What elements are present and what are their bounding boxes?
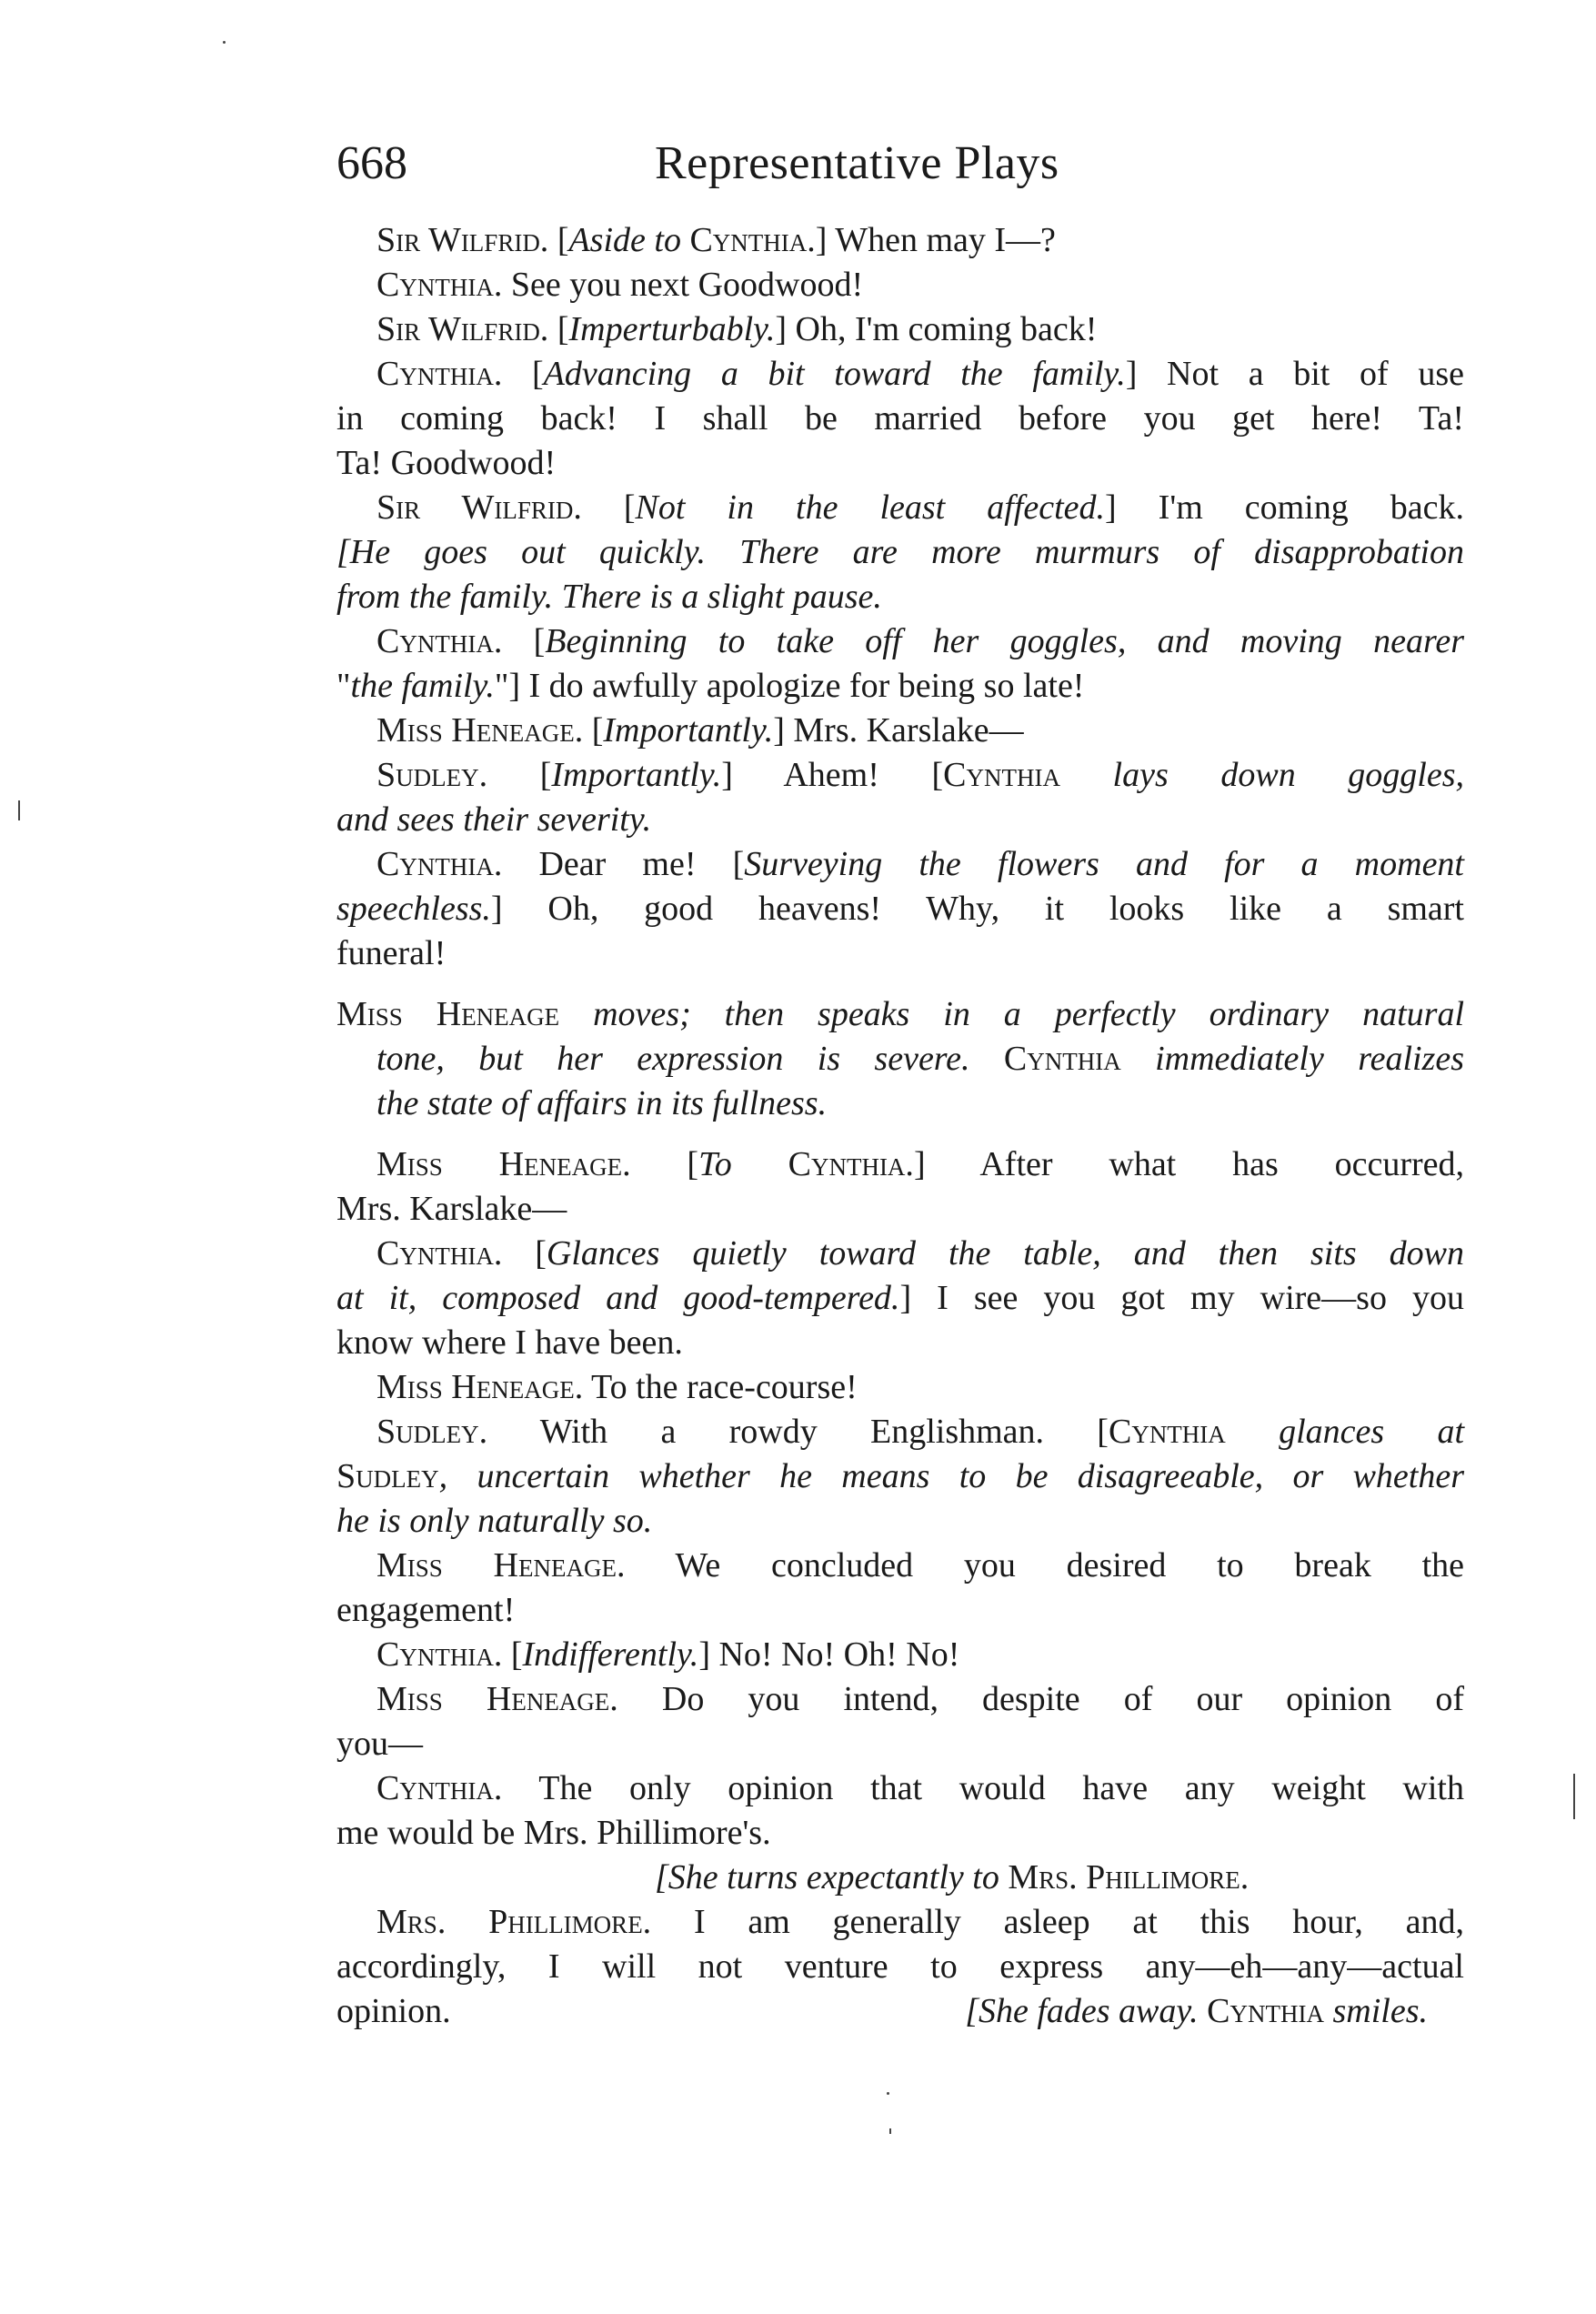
speaker-name: Sir Wilfrid.: [376, 310, 549, 348]
paragraph-gap: [336, 1126, 1464, 1142]
stage-direction: immediately realizes: [1120, 1040, 1464, 1078]
text-line: [336, 1454, 1464, 1499]
text-line: [336, 1321, 1464, 1365]
text-line: [336, 709, 1464, 753]
margin-mark: [889, 2128, 891, 2134]
text-line: [336, 218, 1464, 263]
dialogue-text: I am generally asleep at this hour, and,: [651, 1903, 1465, 1941]
speaker-name: Miss Heneage.: [376, 1680, 618, 1718]
text-line: [336, 1187, 1464, 1232]
speaker-name: Cynthia.: [376, 622, 503, 660]
dialogue-text: ": [336, 667, 351, 705]
text-line: [336, 263, 1464, 307]
dialogue-text: accordingly, I will not venture to express any—eh—any—actual: [336, 1947, 1464, 1986]
margin-mark: [887, 2092, 889, 2095]
dialogue-text: engagement!: [336, 1591, 516, 1629]
stage-direction: glances at: [1225, 1413, 1464, 1451]
text-line: [336, 1856, 1464, 1900]
speaker-name: Cynthia: [1207, 1992, 1324, 2030]
dialogue-text: [999, 1858, 1009, 1896]
dialogue-text: ] After what has occurred,: [913, 1145, 1464, 1183]
dialogue-text: [: [487, 756, 552, 794]
text-line: [336, 1945, 1464, 1989]
text-line: [336, 1142, 1464, 1187]
dialogue-text: ] Ahem! [: [721, 756, 944, 794]
stage-direction: Importantly.: [551, 756, 722, 794]
dialogue-text: you—: [336, 1725, 423, 1763]
text-line: [336, 842, 1464, 887]
stage-direction: smiles.: [1324, 1992, 1428, 2030]
dialogue-text: See you next Goodwood!: [502, 266, 864, 304]
dialogue-text: ] Oh, good heavens! Why, it looks like a smart: [490, 890, 1464, 928]
speaker-name: Cynthia.: [689, 221, 816, 259]
text-line: [336, 307, 1464, 352]
margin-mark: [223, 41, 226, 44]
stage-direction: Indifferently.: [522, 1635, 699, 1674]
stage-direction: he is only naturally so.: [336, 1502, 653, 1540]
dialogue-text: With a rowdy Englishman. [: [487, 1413, 1109, 1451]
dialogue-text: [: [630, 1145, 699, 1183]
stage-direction: the family.: [350, 667, 495, 705]
dialogue-text: ] Mrs. Karslake—: [773, 711, 1024, 750]
paragraph-gap: [336, 976, 1464, 992]
stage-direction: tone, but her expression is severe.: [376, 1040, 1004, 1078]
stage-direction: [: [336, 533, 350, 571]
speaker-name: Sir Wilfrid.: [376, 488, 582, 527]
page-header: [336, 136, 1464, 209]
speaker-name: Cynthia: [1108, 1413, 1226, 1451]
speaker-name: Cynthia.: [376, 1234, 503, 1273]
speaker-name: Cynthia.: [376, 355, 503, 393]
stage-direction: Aside to: [568, 221, 681, 259]
speaker-name: Miss Heneage.: [376, 711, 584, 750]
stage-direction: the state of affairs in its fullness.: [376, 1084, 828, 1122]
text-line: [336, 1410, 1464, 1454]
dialogue-text: funeral!: [336, 934, 447, 972]
speaker-name: Mrs. Phillimore.: [1008, 1858, 1250, 1896]
dialogue-text: [: [502, 1234, 547, 1273]
speaker-name: Sudley.: [376, 1413, 488, 1451]
stage-direction: Advancing a bit toward the family.: [543, 355, 1126, 393]
text-line: [336, 1365, 1464, 1410]
stage-direction: He goes out quickly. There are more murmurs of disapprobation: [349, 533, 1464, 571]
play-text: [336, 218, 1464, 2034]
dialogue-text: To the race-course!: [583, 1368, 858, 1406]
text-line: [336, 1989, 1464, 2034]
dialogue-text: ] Not a bit of use: [1125, 355, 1464, 393]
text-line: [336, 352, 1464, 397]
text-line: [336, 1588, 1464, 1633]
stage-direction: speechless.: [336, 890, 491, 928]
margin-mark: [1573, 1774, 1575, 1819]
speaker-name: Cynthia.: [376, 1769, 503, 1807]
stage-direction: moves; then speaks in a perfectly ordinary natural: [559, 995, 1464, 1033]
text-line: [336, 931, 1464, 976]
stage-direction: Beginning to take off her goggles, and moving nearer: [545, 622, 1465, 660]
text-line: [336, 1082, 1464, 1126]
stage-direction: [She fades away.: [965, 1992, 1208, 2030]
stage-direction: [She turns expectantly to: [655, 1858, 999, 1896]
page-number: 668: [336, 137, 407, 189]
stage-direction: To: [698, 1145, 732, 1183]
text-line: [336, 1633, 1464, 1677]
speaker-name: Cynthia.: [788, 1145, 914, 1183]
speaker-name: Cynthia: [1003, 1040, 1121, 1078]
text-line: [336, 992, 1464, 1037]
text-line: [336, 1677, 1464, 1722]
dialogue-text: in coming back! I shall be married before you get here! Ta!: [336, 399, 1464, 438]
book-page: [336, 136, 1464, 2034]
dialogue-text: [: [502, 1635, 523, 1674]
text-line: [336, 1900, 1464, 1945]
stage-direction: lays down goggles,: [1059, 756, 1464, 794]
dialogue-text: know where I have been.: [336, 1323, 683, 1362]
speaker-name: Sudley.: [376, 756, 488, 794]
text-line: [336, 486, 1464, 530]
dialogue-text: We concluded you desired to break the: [625, 1546, 1464, 1585]
speaker-name: Cynthia.: [376, 1635, 503, 1674]
text-line: [336, 575, 1464, 619]
text-line: [336, 1811, 1464, 1856]
stage-direction: Imperturbably.: [568, 310, 776, 348]
dialogue-text: [: [502, 355, 544, 393]
text-line: [336, 1037, 1464, 1082]
dialogue-text: ] Oh, I'm coming back!: [775, 310, 1098, 348]
stage-direction: at it, composed and good-tempered.: [336, 1279, 900, 1317]
speaker-name: Cynthia.: [376, 845, 503, 883]
text-line: [336, 619, 1464, 664]
speaker-name: Miss Heneage.: [376, 1546, 626, 1585]
stage-direction: from the family. There is a slight pause.: [336, 578, 882, 616]
stage-direction: Glances quietly toward the table, and then sits down: [546, 1234, 1464, 1273]
speaker-name: Mrs. Phillimore.: [376, 1903, 652, 1941]
dialogue-text: ] No! No! Oh! No!: [698, 1635, 960, 1674]
running-title: Representative Plays: [655, 137, 1059, 189]
dialogue-text: [: [583, 711, 604, 750]
text-line: [336, 1499, 1464, 1544]
speaker-name: Sudley: [336, 1457, 439, 1495]
speaker-name: Cynthia: [943, 756, 1060, 794]
text-line: [336, 530, 1464, 575]
dialogue-text: "] I do awfully apologize for being so late!: [494, 667, 1085, 705]
text-line: [336, 753, 1464, 798]
speaker-name: Sir Wilfrid.: [376, 221, 549, 259]
dialogue-text: [: [548, 310, 569, 348]
stage-direction: and sees their severity.: [336, 800, 652, 839]
dialogue-text: ] I see you got my wire—so you: [899, 1279, 1464, 1317]
dialogue-text: me would be Mrs. Phillimore's.: [336, 1814, 771, 1852]
dialogue-text: The only opinion that would have any weight with: [502, 1769, 1464, 1807]
dialogue-text: ] I'm coming back.: [1105, 488, 1464, 527]
text-line: [336, 441, 1464, 486]
text-line: [336, 1276, 1464, 1321]
text-line: [336, 397, 1464, 441]
stage-direction: , uncertain whether he means to be disagreeable, or whether: [438, 1457, 1464, 1495]
margin-mark: [18, 800, 20, 820]
dialogue-text: [: [581, 488, 636, 527]
speaker-name: Miss Heneage.: [376, 1368, 584, 1406]
dialogue-text: opinion.: [336, 1992, 451, 2030]
dialogue-text: Mrs. Karslake—: [336, 1190, 567, 1228]
speaker-name: Miss Heneage: [336, 995, 560, 1033]
speaker-name: Cynthia.: [376, 266, 503, 304]
stage-direction-group: [965, 1989, 1464, 2034]
text-line: [336, 798, 1464, 842]
dialogue-text: Do you intend, despite of our opinion of: [617, 1680, 1465, 1718]
text-line: [336, 664, 1464, 709]
dialogue-text: ] When may I—?: [815, 221, 1056, 259]
dialogue-text: Dear me! [: [502, 845, 745, 883]
dialogue-text: [: [502, 622, 546, 660]
speaker-name: Miss Heneage.: [376, 1145, 631, 1183]
text-line: [336, 887, 1464, 931]
text-line: [336, 1722, 1464, 1766]
text-line: [336, 1766, 1464, 1811]
dialogue-text: [: [548, 221, 569, 259]
stage-direction: Importantly.: [603, 711, 774, 750]
text-line: [336, 1232, 1464, 1276]
dialogue-text: [732, 1145, 788, 1183]
stage-direction: Not in the least affected.: [635, 488, 1106, 527]
stage-direction: Surveying the flowers and for a moment: [744, 845, 1464, 883]
dialogue-text: Ta! Goodwood!: [336, 444, 557, 482]
text-line: [336, 1544, 1464, 1588]
